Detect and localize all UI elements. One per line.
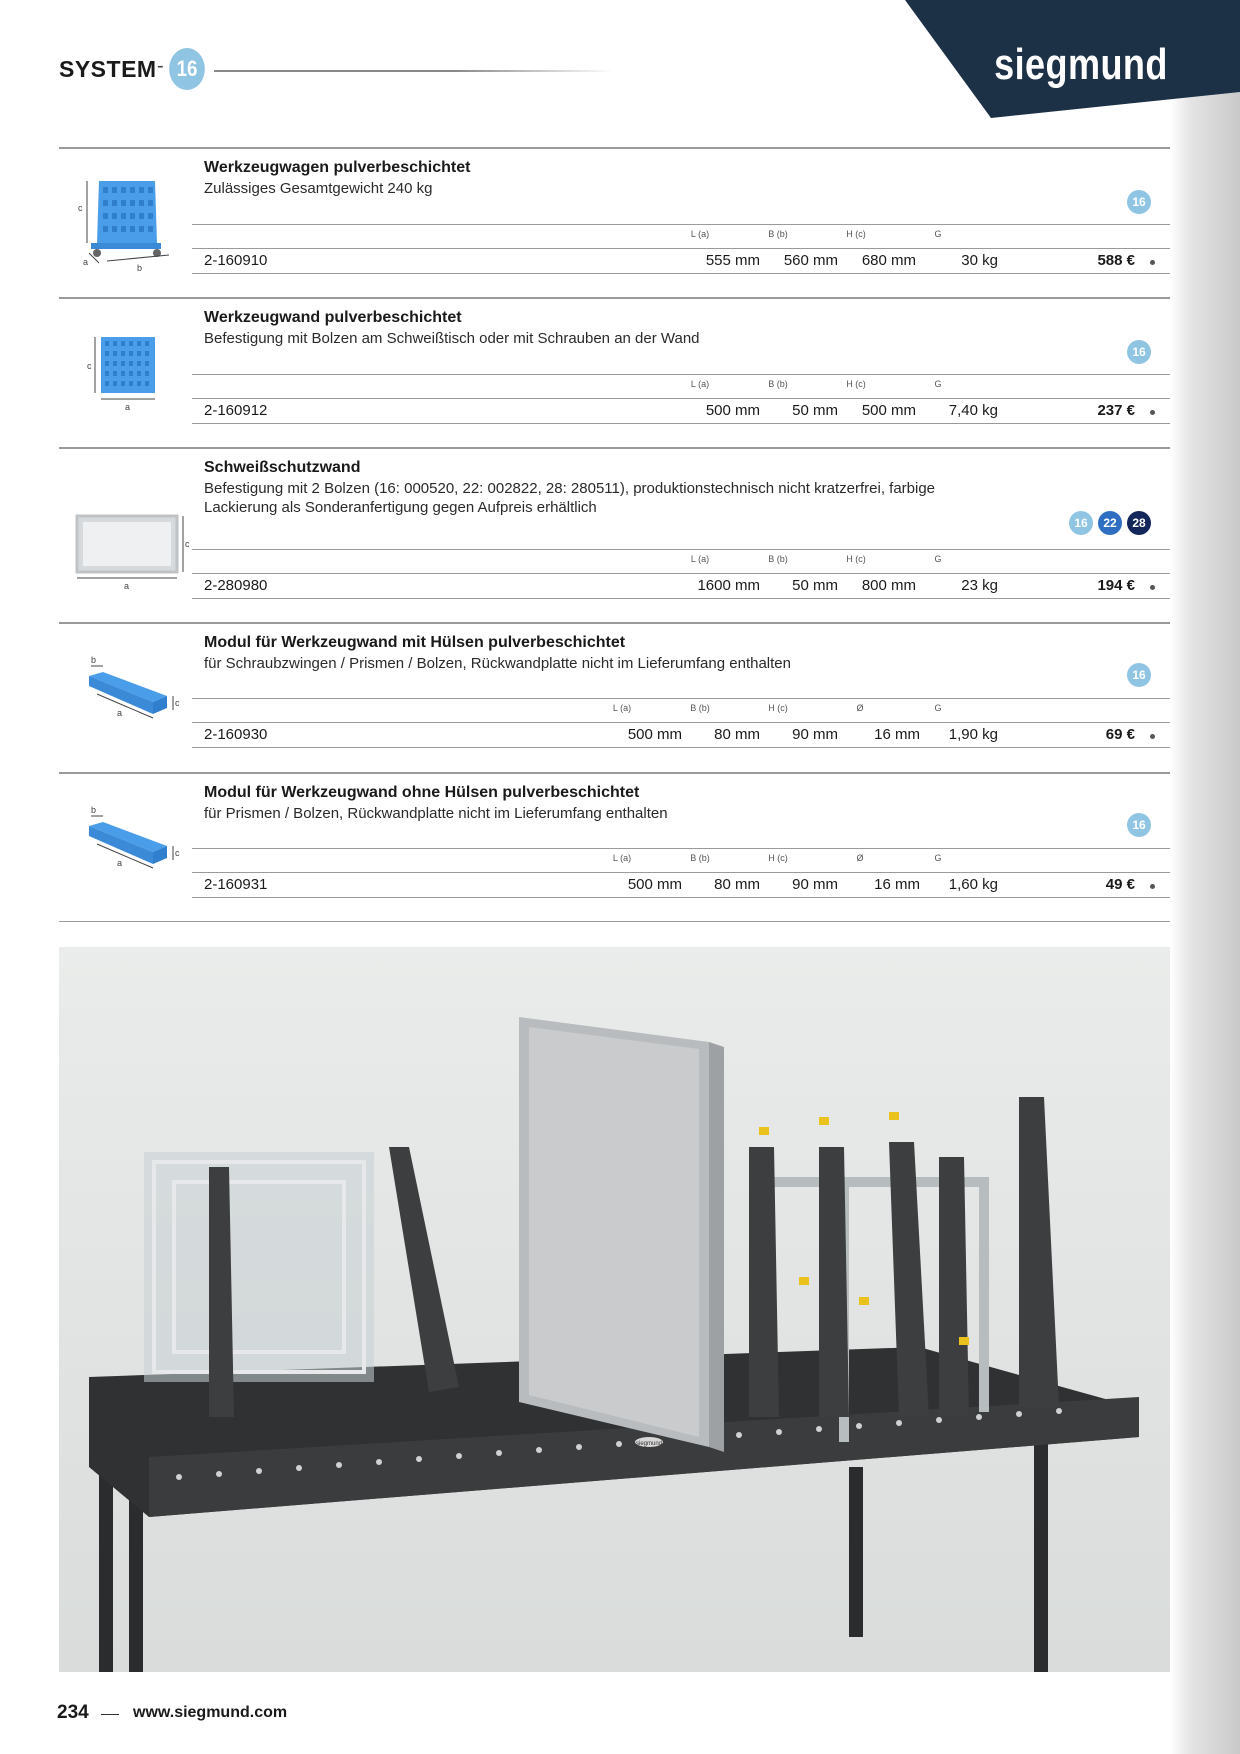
module-rail-icon (69, 636, 184, 746)
spec-value: 16 mm (874, 876, 920, 893)
spec-header-rule (192, 698, 1170, 699)
list-end-rule (59, 921, 1170, 922)
spec-value: 1,90 kg (948, 726, 998, 743)
article-number[interactable]: 2-160931 (204, 876, 268, 893)
spec-bottom-rule (192, 598, 1170, 599)
system-16-badge: 16 (1127, 190, 1151, 214)
system-28-badge: 28 (1127, 511, 1151, 535)
spec-value-rule (192, 573, 1170, 574)
spec-value: 80 mm (714, 876, 760, 893)
spec-value: 16 mm (874, 726, 920, 743)
brand-logo[interactable]: siegmund (994, 40, 1168, 89)
product-price: 588 € (1097, 252, 1135, 269)
spec-value: 680 mm (861, 252, 916, 269)
svg-text:b: b (91, 805, 97, 815)
spec-column-label: G (934, 554, 942, 564)
spec-value: 50 mm (792, 402, 838, 419)
spec-value-rule (192, 872, 1170, 873)
spec-column-label: H (c) (768, 853, 788, 863)
bullet-icon (1150, 734, 1155, 739)
tool-cart-icon (69, 161, 184, 271)
system-badges (1127, 813, 1151, 837)
spec-column-label: L (a) (690, 554, 710, 564)
svg-text:c: c (185, 539, 190, 549)
spec-value: 90 mm (792, 876, 838, 893)
spec-column-label: L (a) (690, 229, 710, 239)
footer-dash (101, 1714, 119, 1715)
system-16-badge: 16 (1127, 340, 1151, 364)
svg-text:c: c (175, 698, 180, 708)
system-badges (1127, 190, 1151, 214)
spec-value: 50 mm (792, 577, 838, 594)
spec-column-label: B (b) (690, 703, 710, 713)
system-badges (1127, 663, 1151, 687)
svg-text:a: a (83, 257, 89, 267)
spec-value: 80 mm (714, 726, 760, 743)
page-number: 234 (57, 1702, 89, 1723)
article-number[interactable]: 2-160910 (204, 252, 268, 269)
spec-bottom-rule (192, 747, 1170, 748)
product-title: Modul für Werkzeugwand mit Hülsen pulverbeschichtet (204, 634, 626, 651)
spec-column-label: G (934, 229, 942, 239)
spec-column-label: G (934, 379, 942, 389)
product-price: 49 € (1105, 876, 1135, 893)
product-photo (59, 947, 1170, 1672)
footer-url-link[interactable]: www.siegmund.com (133, 1704, 288, 1721)
spec-value-rule (192, 248, 1170, 249)
product-description: Befestigung mit 2 Bolzen (16: 000520, 22: 002822, 28: 280511), produktionstechnisch nicht kratzerfrei, farbige Lackierung als Sonderanfertigung gegen Aufpreis erhältlich (204, 480, 936, 516)
spec-column-label: G (934, 853, 942, 863)
spec-bottom-rule (192, 897, 1170, 898)
system-badges (1127, 340, 1151, 364)
spec-column-label: H (c) (846, 229, 866, 239)
bullet-icon (1150, 260, 1155, 265)
spec-value: 555 mm (705, 252, 760, 269)
system-16-badge: 16 (1069, 511, 1093, 535)
spec-column-label: H (c) (846, 554, 866, 564)
svg-text:b: b (137, 263, 143, 273)
system-badges (1069, 511, 1151, 535)
product-title: Werkzeugwand pulverbeschichtet (204, 309, 462, 326)
system-badge: 16 (169, 48, 205, 90)
spec-column-label: H (c) (768, 703, 788, 713)
svg-text:a: a (117, 858, 123, 868)
spec-column-label: B (b) (768, 229, 788, 239)
svg-text:a: a (117, 708, 123, 718)
page-edge-shade (1170, 0, 1240, 1754)
system-dash: - (157, 55, 164, 77)
module-rail-icon (69, 786, 184, 896)
product-description: für Prismen / Bolzen, Rückwandplatte nicht im Lieferumfang enthalten (204, 805, 668, 822)
product-item (59, 297, 1170, 449)
welding-screen-icon (69, 481, 190, 591)
svg-text:b: b (91, 655, 97, 665)
product-title: Schweißschutzwand (204, 459, 361, 476)
product-item (59, 622, 1170, 774)
system-22-badge: 22 (1098, 511, 1122, 535)
spec-value: 500 mm (861, 402, 916, 419)
bullet-icon (1150, 884, 1155, 889)
spec-column-label: H (c) (846, 379, 866, 389)
product-price: 69 € (1105, 726, 1135, 743)
table-logo: siegmund (635, 1441, 663, 1447)
product-item (59, 447, 1170, 624)
spec-column-label: B (b) (690, 853, 710, 863)
spec-column-label: B (b) (768, 554, 788, 564)
spec-value: 1600 mm (697, 577, 760, 594)
spec-column-label: L (a) (612, 703, 632, 713)
spec-value: 500 mm (627, 876, 682, 893)
spec-value-rule (192, 398, 1170, 399)
article-number[interactable]: 2-160930 (204, 726, 268, 743)
product-item (59, 147, 1170, 299)
spec-header-rule (192, 848, 1170, 849)
spec-value: 90 mm (792, 726, 838, 743)
product-description: Zulässiges Gesamtgewicht 240 kg (204, 180, 433, 197)
system-16-badge: 16 (1127, 663, 1151, 687)
spec-bottom-rule (192, 273, 1170, 274)
tool-wall-icon (69, 311, 184, 421)
spec-value: 500 mm (705, 402, 760, 419)
spec-bottom-rule (192, 423, 1170, 424)
spec-column-label: L (a) (612, 853, 632, 863)
spec-value: 560 mm (783, 252, 838, 269)
bullet-icon (1150, 585, 1155, 590)
svg-text:a: a (125, 402, 131, 412)
product-title: Werkzeugwagen pulverbeschichtet (204, 159, 471, 176)
svg-text:c: c (175, 848, 180, 858)
spec-value-rule (192, 722, 1170, 723)
spec-header-rule (192, 224, 1170, 225)
spec-value: 7,40 kg (948, 402, 998, 419)
svg-text:a: a (124, 581, 130, 591)
system-16-badge: 16 (1127, 813, 1151, 837)
article-number[interactable]: 2-160912 (204, 402, 268, 419)
spec-column-label: B (b) (768, 379, 788, 389)
product-price: 237 € (1097, 402, 1135, 419)
header-rule (214, 70, 614, 72)
product-description: Befestigung mit Bolzen am Schweißtisch oder mit Schrauben an der Wand (204, 330, 700, 347)
spec-column-label: L (a) (690, 379, 710, 389)
spec-value: 1,60 kg (948, 876, 998, 893)
spec-header-rule (192, 549, 1170, 550)
spec-value: 800 mm (861, 577, 916, 594)
spec-value: 23 kg (961, 577, 998, 594)
welding-table-photo-icon (59, 947, 1170, 1672)
spec-column-label: Ø (856, 703, 864, 713)
dim-label: c (78, 203, 83, 213)
spec-value: 30 kg (961, 252, 998, 269)
spec-column-label: G (934, 703, 942, 713)
spec-value: 500 mm (627, 726, 682, 743)
product-description: für Schraubzwingen / Prismen / Bolzen, Rückwandplatte nicht im Lieferumfang enthalten (204, 655, 791, 672)
article-number[interactable]: 2-280980 (204, 577, 268, 594)
product-item (59, 772, 1170, 923)
spec-column-label: Ø (856, 853, 864, 863)
system-label: SYSTEM (59, 56, 157, 82)
product-price: 194 € (1097, 577, 1135, 594)
product-title: Modul für Werkzeugwand ohne Hülsen pulverbeschichtet (204, 784, 640, 801)
bullet-icon (1150, 410, 1155, 415)
spec-header-rule (192, 374, 1170, 375)
svg-text:c: c (87, 361, 92, 371)
